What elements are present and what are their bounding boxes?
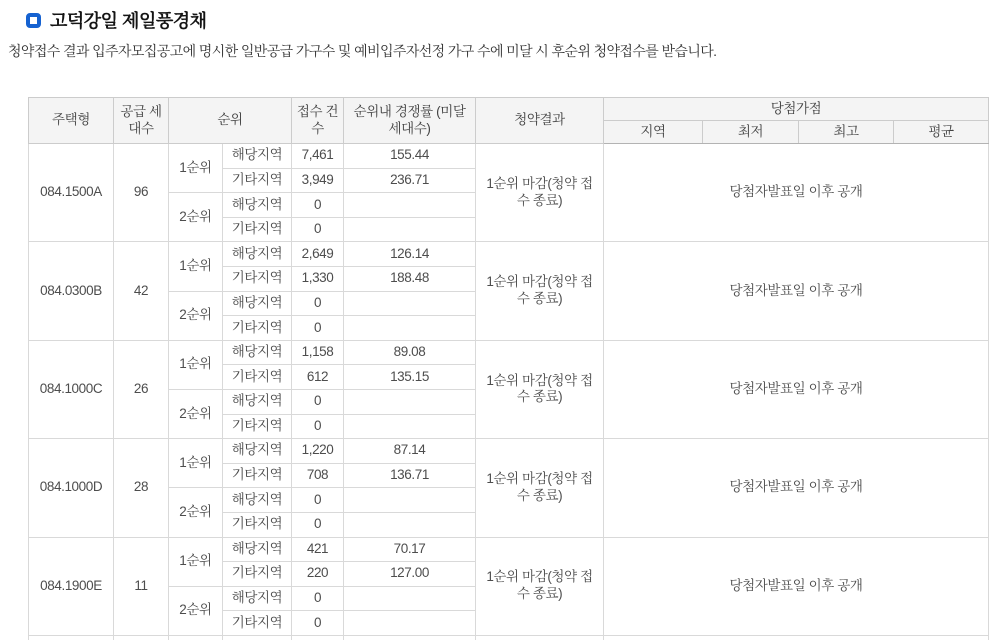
competition-rate-cell: 126.14: [344, 242, 476, 267]
winning-points-cell: [604, 635, 989, 640]
header-winning-points: 당첨가점: [604, 98, 989, 121]
result-cell: 1순위 마감(청약 접수 종료): [476, 144, 604, 242]
page-header: [26, 7, 207, 33]
region-other-cell: 기타지역: [223, 611, 292, 636]
application-count-cell: 220: [292, 562, 344, 587]
region-local-cell: 해당지역: [223, 537, 292, 562]
competition-rate-cell: 236.71: [344, 168, 476, 193]
competition-rate-cell: [344, 414, 476, 439]
application-count-cell: 0: [292, 217, 344, 242]
header-supply: 공급 세대수: [114, 98, 169, 144]
rank1-cell: 1순위: [169, 537, 223, 586]
region-local-cell: 해당지역: [223, 439, 292, 464]
housing-type-cell: [29, 635, 114, 640]
rank2-cell: 2순위: [169, 193, 223, 242]
rank2-cell: 2순위: [169, 389, 223, 438]
header-result: 청약결과: [476, 98, 604, 144]
region-other-cell: 기타지역: [223, 562, 292, 587]
rank1-cell: 1순위: [169, 242, 223, 291]
header-min: 최저: [703, 121, 799, 144]
result-cell: 1순위 마감(청약 접수 종료): [476, 439, 604, 537]
rank2-cell: 2순위: [169, 291, 223, 340]
notice-text: 청약접수 결과 입주자모집공고에 명시한 일반공급 가구수 및 예비입주자선정 가구 수에 미달 시 후순위 청약접수를 받습니다.: [8, 43, 717, 59]
competition-rate-cell: [344, 291, 476, 316]
housing-type-cell: 084.1500A: [29, 144, 114, 242]
header-max: 최고: [799, 121, 894, 144]
application-count-cell: 0: [292, 414, 344, 439]
header-housing-type: 주택형: [29, 98, 114, 144]
competition-rate-cell: [344, 512, 476, 537]
housing-type-cell: 084.1900E: [29, 537, 114, 635]
application-count-cell: 1,220: [292, 439, 344, 464]
rank2-cell: 2순위: [169, 488, 223, 537]
supply-count-cell: 28: [114, 439, 169, 537]
application-count-cell: 421: [292, 537, 344, 562]
result-cell: [476, 635, 604, 640]
competition-rate-cell: 89.08: [344, 340, 476, 365]
table-row: [29, 537, 989, 562]
winning-points-cell: 당첨자발표일 이후 공개: [604, 439, 989, 537]
application-count-cell: 0: [292, 512, 344, 537]
header-avg: 평균: [894, 121, 989, 144]
application-count-cell: 0: [292, 488, 344, 513]
table-row: [29, 242, 989, 267]
region-local-cell: 해당지역: [223, 291, 292, 316]
page-title: 고덕강일 제일풍경채: [50, 11, 207, 31]
rank1-cell: 1순위: [169, 439, 223, 488]
supply-count-cell: [114, 635, 169, 640]
region-other-cell: 기타지역: [223, 414, 292, 439]
region-local-cell: 해당지역: [223, 242, 292, 267]
housing-type-cell: 084.0300B: [29, 242, 114, 340]
region-other-cell: 기타지역: [223, 463, 292, 488]
competition-rate-cell: [344, 635, 476, 640]
application-count-cell: 3,949: [292, 168, 344, 193]
application-count-cell: 2,649: [292, 242, 344, 267]
winning-points-cell: 당첨자발표일 이후 공개: [604, 144, 989, 242]
table-row: [29, 340, 989, 365]
competition-rate-cell: 127.00: [344, 562, 476, 587]
competition-rate-cell: 135.15: [344, 365, 476, 390]
region-local-cell: 해당지역: [223, 340, 292, 365]
region-other-cell: 기타지역: [223, 266, 292, 291]
application-count-cell: 7,461: [292, 144, 344, 169]
supply-count-cell: 96: [114, 144, 169, 242]
rank1-cell: 1순위: [169, 340, 223, 389]
header-rank: 순위: [169, 98, 292, 144]
housing-type-cell: 084.1000C: [29, 340, 114, 438]
region-local-cell: 해당지역: [223, 193, 292, 218]
application-count-cell: [292, 635, 344, 640]
table-row: [29, 144, 989, 169]
competition-rate-cell: [344, 611, 476, 636]
competition-rate-cell: [344, 193, 476, 218]
region-local-cell: [223, 635, 292, 640]
application-count-cell: 0: [292, 316, 344, 341]
region-local-cell: 해당지역: [223, 488, 292, 513]
competition-rate-cell: 155.44: [344, 144, 476, 169]
subscription-results-table: [28, 97, 989, 640]
competition-rate-cell: 87.14: [344, 439, 476, 464]
supply-count-cell: 26: [114, 340, 169, 438]
result-cell: 1순위 마감(청약 접수 종료): [476, 537, 604, 635]
winning-points-cell: 당첨자발표일 이후 공개: [604, 340, 989, 438]
table-row: [29, 439, 989, 464]
competition-rate-cell: 136.71: [344, 463, 476, 488]
application-count-cell: 708: [292, 463, 344, 488]
region-other-cell: 기타지역: [223, 168, 292, 193]
table-row-partial: [29, 635, 989, 640]
result-cell: 1순위 마감(청약 접수 종료): [476, 340, 604, 438]
rank2-cell: 2순위: [169, 586, 223, 635]
region-local-cell: 해당지역: [223, 586, 292, 611]
header-region: 지역: [604, 121, 703, 144]
application-count-cell: 1,158: [292, 340, 344, 365]
application-count-cell: 0: [292, 193, 344, 218]
competition-rate-cell: 188.48: [344, 266, 476, 291]
region-other-cell: 기타지역: [223, 512, 292, 537]
competition-rate-cell: [344, 217, 476, 242]
competition-rate-cell: [344, 316, 476, 341]
competition-rate-cell: 70.17: [344, 537, 476, 562]
application-count-cell: 0: [292, 389, 344, 414]
housing-type-cell: 084.1000D: [29, 439, 114, 537]
competition-rate-cell: [344, 389, 476, 414]
region-other-cell: 기타지역: [223, 316, 292, 341]
header-competition: 순위내 경쟁률 (미달 세대수): [344, 98, 476, 144]
application-count-cell: 0: [292, 291, 344, 316]
winning-points-cell: 당첨자발표일 이후 공개: [604, 537, 989, 635]
region-local-cell: 해당지역: [223, 389, 292, 414]
competition-rate-cell: [344, 586, 476, 611]
application-count-cell: 612: [292, 365, 344, 390]
rank1-cell: 1순위: [169, 144, 223, 193]
application-count-cell: 0: [292, 586, 344, 611]
supply-count-cell: 11: [114, 537, 169, 635]
region-local-cell: 해당지역: [223, 144, 292, 169]
region-other-cell: 기타지역: [223, 217, 292, 242]
rank1-cell: [169, 635, 223, 640]
competition-rate-cell: [344, 488, 476, 513]
application-count-cell: 1,330: [292, 266, 344, 291]
region-other-cell: 기타지역: [223, 365, 292, 390]
result-cell: 1순위 마감(청약 접수 종료): [476, 242, 604, 340]
bullet-square-icon: [26, 13, 41, 28]
application-count-cell: 0: [292, 611, 344, 636]
header-applications: 접수 건수: [292, 98, 344, 144]
supply-count-cell: 42: [114, 242, 169, 340]
winning-points-cell: 당첨자발표일 이후 공개: [604, 242, 989, 340]
header-row-1: [29, 98, 989, 121]
